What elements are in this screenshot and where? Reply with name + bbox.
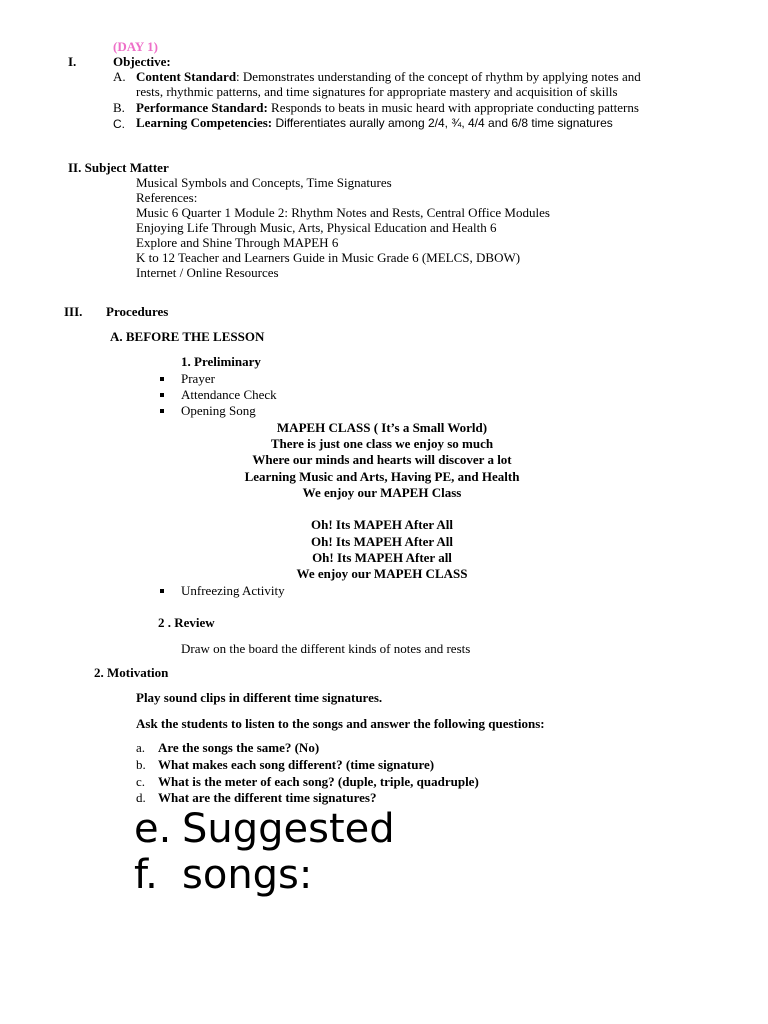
big-item-letter: f. <box>134 852 158 898</box>
song-line: Learning Music and Arts, Having PE, and Health <box>244 469 520 484</box>
preliminary-heading: 1. Preliminary <box>181 354 261 369</box>
chorus-line: Oh! Its MAPEH After all <box>312 550 452 565</box>
subject-matter-line: Internet / Online Resources <box>136 265 279 280</box>
learning-competencies <box>136 115 613 131</box>
learning-competencies-text: Differentiates aurally among 2/4, ¾, 4/4 and 6/8 time signatures <box>272 116 613 130</box>
objective-title: Objective: <box>113 54 171 69</box>
big-item-letter: e. <box>134 806 172 852</box>
bullet-marker <box>160 589 164 593</box>
big-item-text: songs: <box>182 852 313 898</box>
song-line: There is just one class we enjoy so much <box>270 436 494 451</box>
chorus-line: Oh! Its MAPEH After All <box>310 517 454 532</box>
performance-standard-label: Performance Standard: <box>136 100 268 115</box>
subject-matter-line: Explore and Shine Through MAPEH 6 <box>136 235 339 250</box>
review-heading: 2 . Review <box>158 615 215 630</box>
unfreezing-item: Unfreezing Activity <box>181 583 285 598</box>
review-text: Draw on the board the different kinds of notes and rests <box>181 641 471 656</box>
subject-matter-line: Enjoying Life Through Music, Arts, Physical Education and Health 6 <box>136 220 497 235</box>
performance-standard <box>136 100 639 116</box>
content-standard-text-cont: rests, rhythmic patterns, and time signatures for appropriate mastery and acquisition of skills <box>136 84 618 99</box>
question-letter: a. <box>136 740 146 755</box>
chorus-line: Oh! Its MAPEH After All <box>310 534 454 549</box>
bullet-item: Opening Song <box>181 403 256 418</box>
bullet-item: Attendance Check <box>181 387 277 402</box>
before-lesson-heading: A. BEFORE THE LESSON <box>110 329 265 344</box>
subject-matter-line: Musical Symbols and Concepts, Time Signatures <box>136 175 392 190</box>
procedures-numeral: III. <box>64 304 83 319</box>
question-letter: c. <box>136 774 146 789</box>
objective-letter-b: B. <box>113 100 125 115</box>
content-standard <box>136 69 641 85</box>
question-letter: b. <box>136 757 146 772</box>
question-text: Are the songs the same? (No) <box>158 740 320 755</box>
procedures-title: Procedures <box>106 304 169 319</box>
objective-numeral: I. <box>68 54 77 69</box>
bullet-marker <box>160 377 164 381</box>
song-line: Where our minds and hearts will discover a lot <box>252 452 512 467</box>
bullet-marker <box>160 393 164 397</box>
bullet-item: Prayer <box>181 371 215 386</box>
subject-matter-title: II. Subject Matter <box>68 160 169 175</box>
song-line: MAPEH CLASS ( It’s a Small World) <box>276 420 488 435</box>
question-text: What makes each song different? (time signature) <box>158 757 435 772</box>
chorus-line: We enjoy our MAPEH CLASS <box>296 566 468 581</box>
objective-letter-c: C. <box>113 117 125 131</box>
bullet-marker <box>160 409 164 413</box>
motivation-line: Ask the students to listen to the songs and answer the following questions: <box>136 716 545 731</box>
learning-competencies-label: Learning Competencies: <box>136 115 273 130</box>
question-text: What is the meter of each song? (duple, triple, quadruple) <box>158 774 479 789</box>
content-standard-text: : Demonstrates understanding of the concept of rhythm by applying notes and <box>236 69 641 84</box>
question-text: What are the different time signatures? <box>158 790 377 805</box>
content-standard-label: Content Standard <box>136 69 237 84</box>
question-letter: d. <box>136 790 146 805</box>
objective-letter-a: A. <box>113 69 126 84</box>
day-label: (DAY 1) <box>113 39 158 54</box>
motivation-heading: 2. Motivation <box>94 665 169 680</box>
subject-matter-line: K to 12 Teacher and Learners Guide in Music Grade 6 (MELCS, DBOW) <box>136 250 521 265</box>
subject-matter-line: References: <box>136 190 198 205</box>
big-item-text: Suggested <box>182 806 395 852</box>
subject-matter-line: Music 6 Quarter 1 Module 2: Rhythm Notes and Rests, Central Office Modules <box>136 205 550 220</box>
motivation-line: Play sound clips in different time signatures. <box>136 690 383 705</box>
performance-standard-text: Responds to beats in music heard with appropriate conducting patterns <box>267 100 639 115</box>
song-line: We enjoy our MAPEH Class <box>302 485 462 500</box>
